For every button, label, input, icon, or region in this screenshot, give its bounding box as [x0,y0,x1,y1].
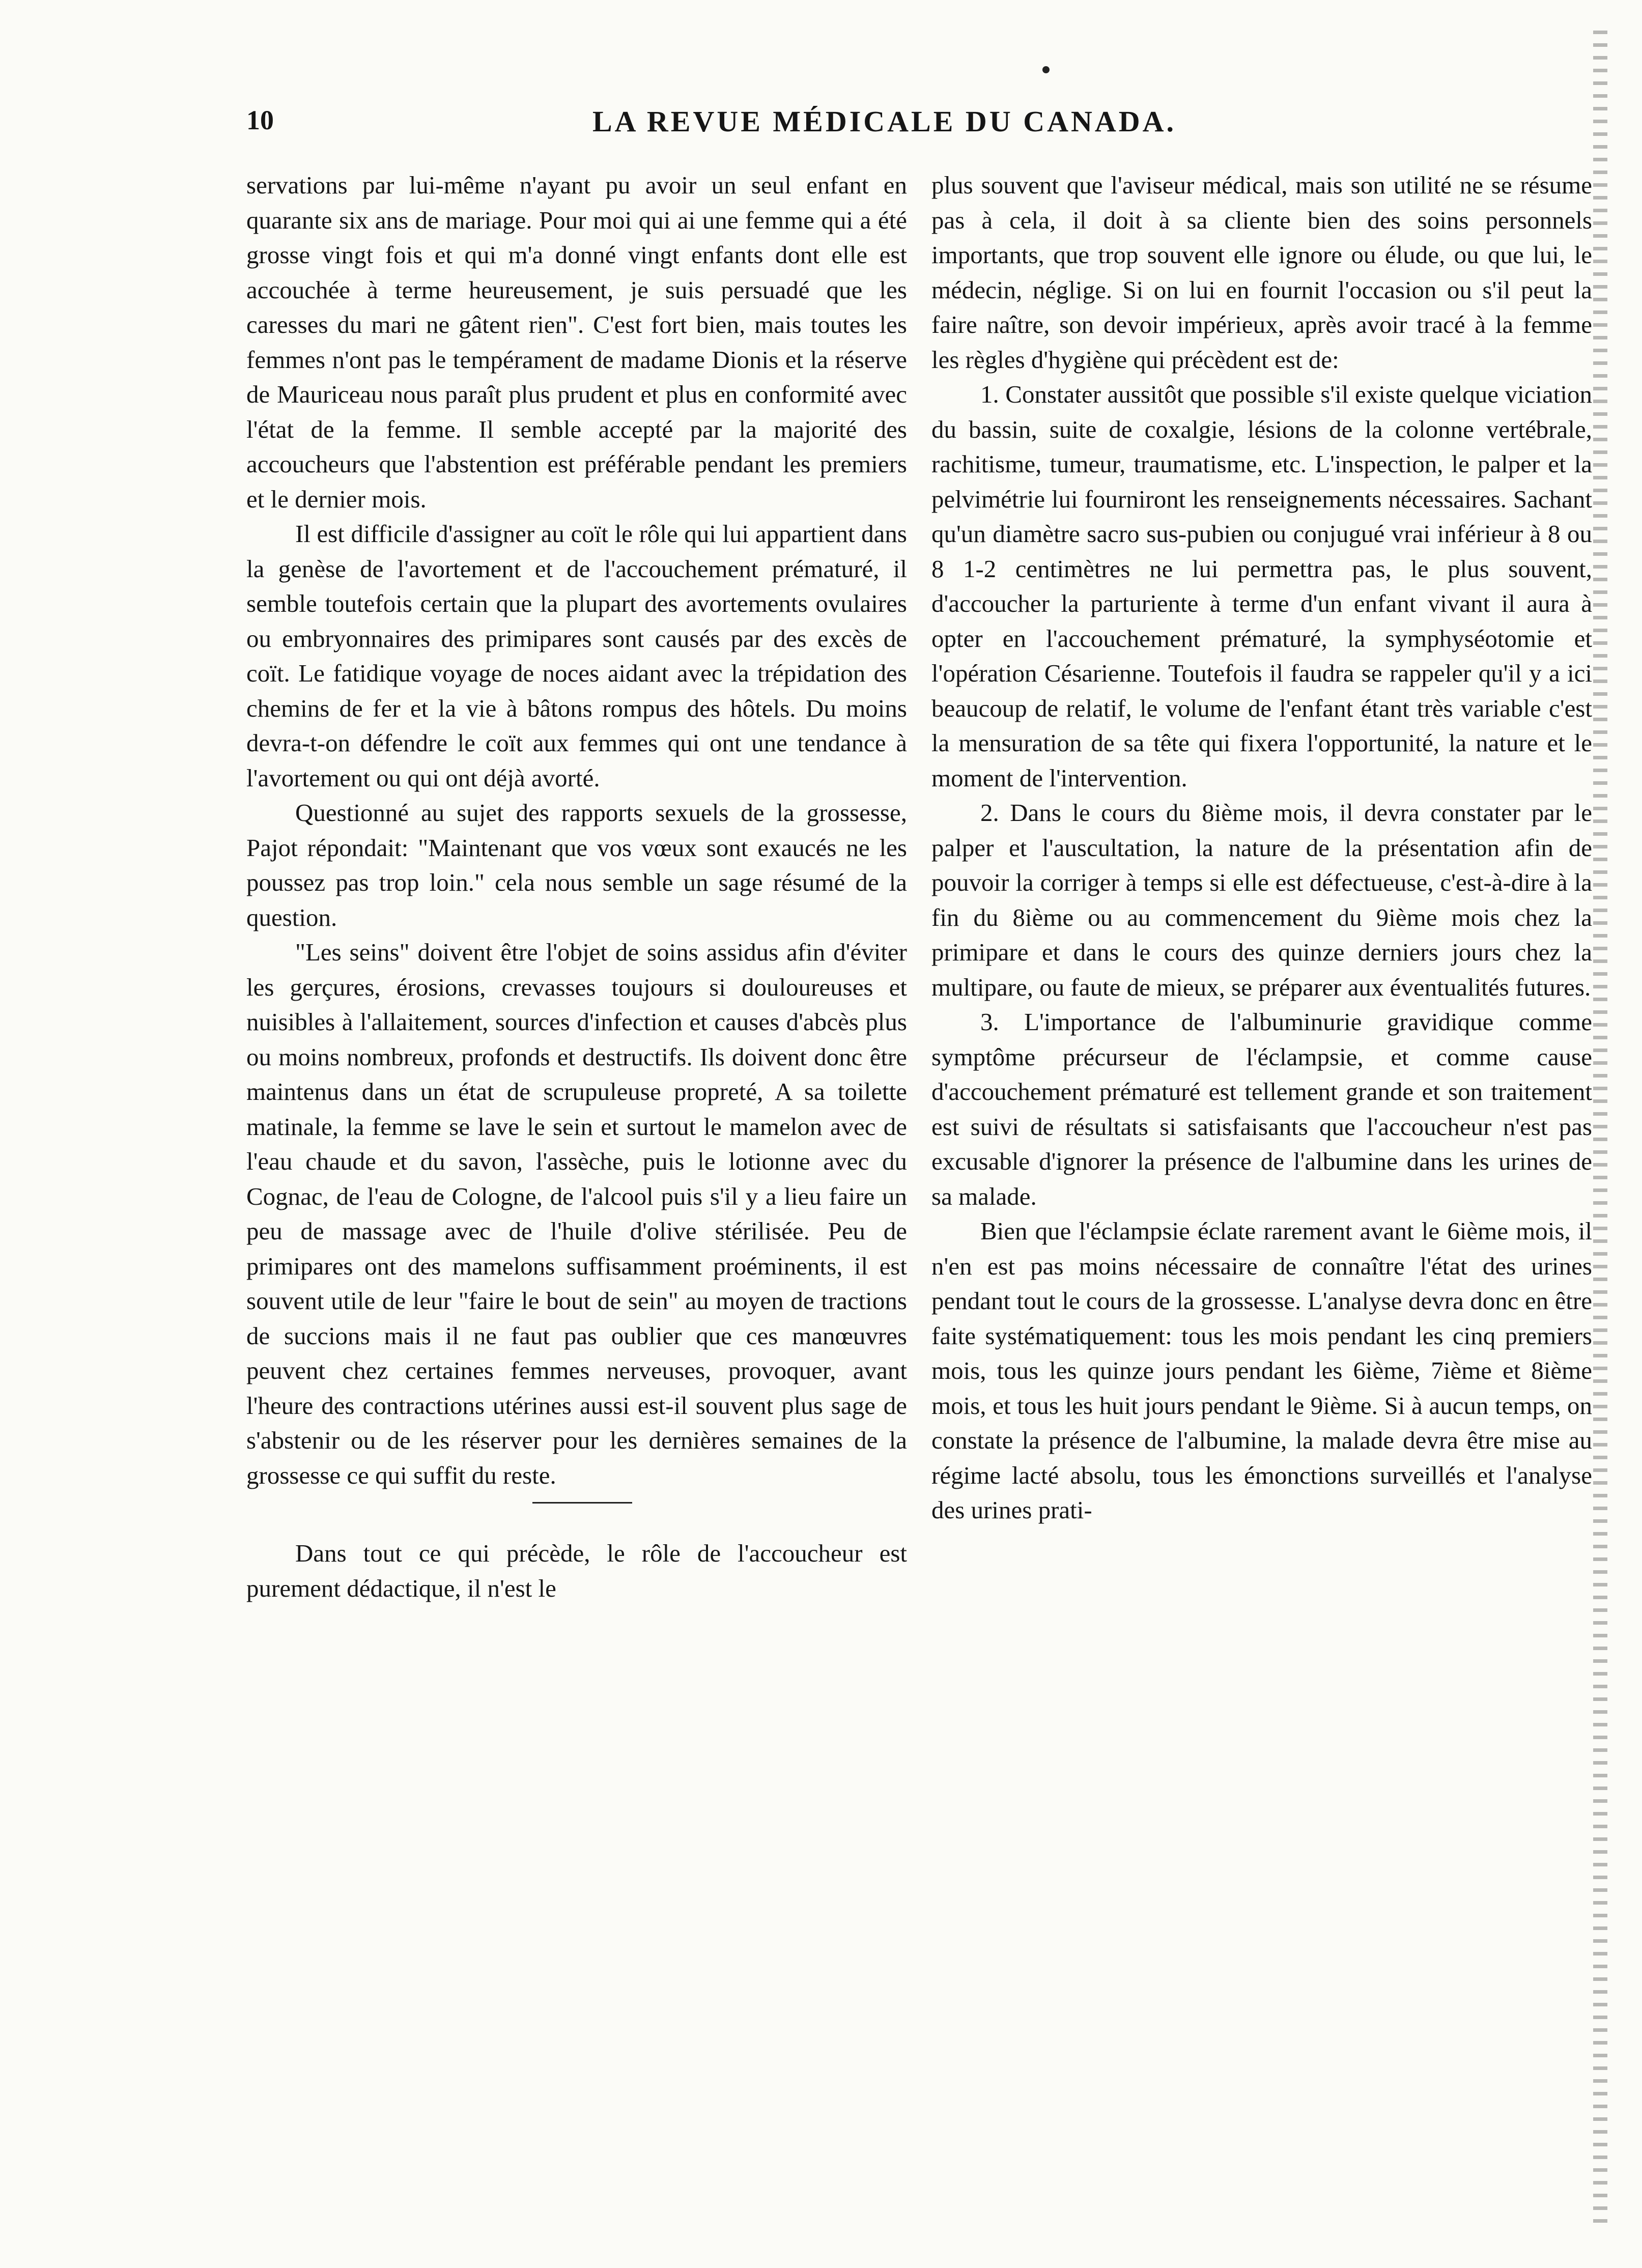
section-divider [532,1502,632,1504]
right-paragraph-5: Bien que l'éclampsie éclate rarement avant le 6ième mois, il n'en est pas moins nécessaire de connaître l'état des urines pendant tout le cours de la grossesse. L'analyse devra donc en être faite systématiquement: tous les mois pendant les cinq premiers mois, tous les quinze jours pendant les 6ième, 7ième et 8ième mois, et tous les huit jours pendant le 9ième. Si à aucun temps, on constate la présence de l'albumine, la malade devra être mise au régime lacté absolu, tous les émonctions surveillés et l'analyse des urines prati- [931,1217,1592,1524]
running-title: LA REVUE MÉDICALE DU CANADA. [592,105,1177,138]
scanned-page-edge [1593,31,1607,2229]
left-paragraph-5: Dans tout ce qui précède, le rôle de l'accoucheur est purement dédactique, il n'est le [246,1539,907,1602]
right-column [931,168,1592,1528]
left-paragraph-4: "Les seins" doivent être l'objet de soins assidus afin d'éviter les gerçures, érosions, crevasses toujours si douloureuses et nuisibles à l'allaitement, sources d'infection et causes d'abcès plus ou moins nombreux, profonds et destructifs. Ils doivent donc être maintenus dans un état de scrupuleuse propreté, A sa toilette matinale, la femme se lave le sein et surtout le mamelon avec de l'eau chaude et du savon, l'assèche, puis le lotionne avec du Cognac, de l'eau de Cologne, de l'alcool puis s'il y a lieu faire un peu de massage avec de l'huile d'olive stérilisée. Peu de primipares ont des mamelons suffisamment proéminents, il est souvent utile de leur "faire le bout de sein" au moyen de tractions de succions mais il ne faut pas oublier que ces manœuvres peuvent chez certaines femmes nerveuses, provoquer, avant l'heure des contractions utérines aussi est-il souvent plus sage de s'abstenir ou de les réserver pour les dernières semaines de la grossesse ce qui suffit du reste. [246,938,907,1489]
left-paragraph-1: servations par lui-même n'ayant pu avoir un seul enfant en quarante six ans de mariage. Pour moi qui ai une femme qui a été grosse vingt fois et qui m'a donné vingt enfants dont elle est accouchée à terme heureusement, je suis persuadé que les caresses du mari ne gâtent rien". C'est fort bien, mais toutes les femmes n'ont pas le tempérament de madame Dionis et la réserve de Mauriceau nous paraît plus prudent et plus en conformité avec l'état de la femme. Il semble accepté par la majorité des accoucheurs que l'abstention est préférable pendant les premiers et le dernier mois. [246,171,907,513]
left-paragraph-3: Questionné au sujet des rapports sexuels de la grossesse, Pajot répondait: "Maintenant que vos vœux sont exaucés ne les poussez pas trop loin." cela nous semble un sage résumé de la question. [246,799,907,931]
right-paragraph-4: 3. L'importance de l'albuminurie gravidique comme symptôme précurseur de l'éclampsie, et comme cause d'accouchement prématuré est tellement grande et son traitement est suivi de résultats si satisfaisants que l'accoucheur n'est pas excusable d'ignorer la présence de l'albumine dans les urines de sa malade. [931,1008,1592,1210]
right-paragraph-2: 1. Constater aussitôt que possible s'il existe quelque viciation du bassin, suite de coxalgie, lésions de la colonne vertébrale, rachitisme, tumeur, traumatisme, etc. L'inspection, le palper et la pelvimétrie lui fourniront les renseignements nécessaires. Sachant qu'un diamètre sacro sus-pubien ou conjugué vrai inférieur à 8 ou 8 1-2 centimètres ne lui permettra pas, le plus souvent, d'accoucher la parturiente à terme d'un enfant vivant il aura à opter en l'accouchement prématuré, la symphyséotomie et l'opération Césarienne. Toutefois il faudra se rappeler qu'il y a ici beaucoup de relatif, le volume de l'enfant étant très variable c'est la mensuration de sa tête qui fixera l'opportunité, la nature et le moment de l'intervention. [931,380,1592,792]
page-header [246,104,1285,150]
ink-dot [1042,66,1050,73]
right-paragraph-3: 2. Dans le cours du 8ième mois, il devra constater par le palper et l'auscultation, la nature de la présentation afin de pouvoir la corriger à temps si elle est défectueuse, c'est-à-dire à la fin du 8ième ou au commencement du 9ième mois chez la primipare et dans le cours des quinze derniers jours chez la multipare, ou faute de mieux, se préparer aux éventualités futures. [931,799,1592,1001]
left-column [246,168,907,1606]
left-paragraph-2: Il est difficile d'assigner au coït le rôle qui lui appartient dans la genèse de l'avortement et de l'accouchement prématuré, il semble toutefois certain que la plupart des avortements ovulaires ou embryonnaires des primipares sont causés par des excès de coït. Le fatidique voyage de noces aidant avec la trépidation des chemins de fer et la vie à bâtons rompus des hôtels. Du moins devra-t-on défendre le coït aux femmes qui ont une tendance à l'avortement ou qui ont déjà avorté. [246,520,907,792]
right-paragraph-1: plus souvent que l'aviseur médical, mais son utilité ne se résume pas à cela, il doit à sa cliente bien des soins personnels importants, que trop souvent elle ignore ou élude, ou que lui, le médecin, néglige. Si on lui en fournit l'occasion ou s'il peut la faire naître, son devoir impérieux, après avoir tracé à la femme les règles d'hygiène qui précèdent est de: [931,171,1592,374]
page-number: 10 [246,105,274,135]
